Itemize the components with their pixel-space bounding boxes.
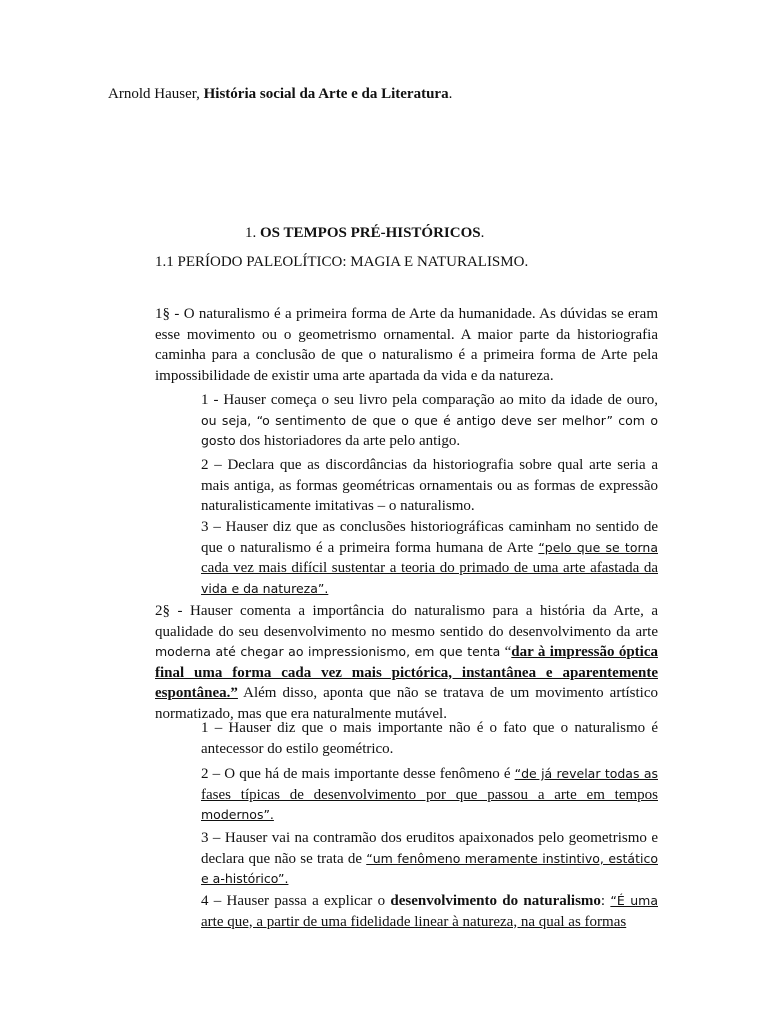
item-quote-start: “de já revelar todas as — [514, 766, 658, 781]
item-quote-middle: fases típicas de desenvolvimento por que passou a arte em tempos — [201, 786, 658, 803]
item-text: 3 – Hauser diz que as conclusões historiográficas caminham no sentido de que o naturalismo é a primeira forma humana de Arte — [201, 519, 658, 556]
item-quote-middle: cada vez mais difícil sustentar a teoria do primado de uma arte afastada da — [201, 560, 658, 576]
paragraph-text-sans: moderna até chegar ao impressionismo, em que tenta — [155, 644, 501, 659]
item-quote-middle: arte que, a partir de uma fidelidade linear à natureza, na qual as formas — [201, 913, 627, 930]
bibliographic-reference — [108, 85, 452, 103]
item-colon: : — [600, 893, 611, 909]
reference-title: História social da Arte e da Literatura — [203, 86, 449, 102]
paragraph-text-end: Além disso, aponta que não se tratava de um movimento artístico normatizado, mas que era naturalmente mutável. — [155, 685, 658, 722]
item-quote-end: vida e da natureza”. — [201, 580, 329, 596]
item-text: 1 - Hauser começa o seu livro pela comparação ao mito da idade de ouro, — [201, 392, 658, 408]
paragraph-1-item-1 — [201, 390, 658, 452]
paragraph-2 — [155, 601, 658, 724]
item-quote-start: “pelo que se torna — [538, 539, 658, 555]
paragraph-1-item-3 — [201, 517, 658, 599]
item-text: 4 – Hauser passa a explicar o — [201, 893, 391, 909]
item-quote-start: “É uma — [610, 893, 659, 908]
item-quote-end: modernos”. — [201, 807, 274, 822]
item-text: 2 – O que há de mais importante desse fenômeno é — [201, 766, 515, 782]
paragraph-1: 1§ - O naturalismo é a primeira forma de Arte da humanidade. As dúvidas se eram esse movimento ou o geometrismo ornamental. A maior parte da historiografia caminha para a conclusão de que o naturalismo é a primeira forma de Arte pela impossibilidade de existir uma arte apartada da vida e da natureza. — [155, 306, 658, 384]
chapter-number: 1. — [245, 225, 260, 241]
item-text-end: dos historiadores da arte pelo antigo. — [235, 433, 461, 449]
paragraph-1-item-2: 2 – Declara que as discordâncias da historiografia sobre qual arte seria a mais antiga, as formas geométricas ornamentais ou as formas de expressão naturalisticamente imitativas – o naturalismo. — [201, 457, 658, 514]
paragraph-2-item-1: 1 – Hauser diz que o mais importante não é o fato que o naturalismo é antecessor do estilo geométrico. — [201, 720, 658, 757]
paragraph-2-item-3 — [201, 828, 658, 890]
paragraph-2-item-4 — [201, 891, 658, 932]
item-quote: ou seja, “o sentimento de que o que é antigo deve ser melhor” com o gosto — [201, 412, 658, 448]
reference-author: Arnold Hauser, — [108, 86, 204, 102]
paragraph-text-quote-open: “ — [500, 644, 512, 660]
section-heading: 1.1 PERÍODO PALEOLÍTICO: MAGIA E NATURALISMO. — [155, 254, 529, 270]
paragraph-2-item-2 — [201, 764, 658, 826]
chapter-heading — [245, 224, 484, 242]
item-bold: desenvolvimento do naturalismo — [390, 893, 601, 909]
item-text: 3 – Hauser vai na contramão dos eruditos apaixonados pelo geometrismo e declara que não se trata de — [201, 830, 658, 867]
item-quote-end: e a-histórico”. — [201, 871, 289, 886]
reference-end: . — [448, 86, 453, 102]
chapter-end: . — [480, 225, 485, 241]
paragraph-text: 2§ - Hauser comenta a importância do naturalismo para a história da Arte, a qualidade do seu desenvolvimento no mesmo sentido do desenvolvimento da arte — [155, 603, 658, 640]
paragraph-bold-quote: dar à impressão óptica final uma forma cada vez mais pictórica, instantânea e aparentemente espontânea.” — [155, 644, 658, 701]
item-quote-start: “um fenômeno meramente instintivo, estático — [366, 850, 658, 866]
chapter-title: OS TEMPOS PRÉ-HISTÓRICOS — [260, 225, 481, 241]
